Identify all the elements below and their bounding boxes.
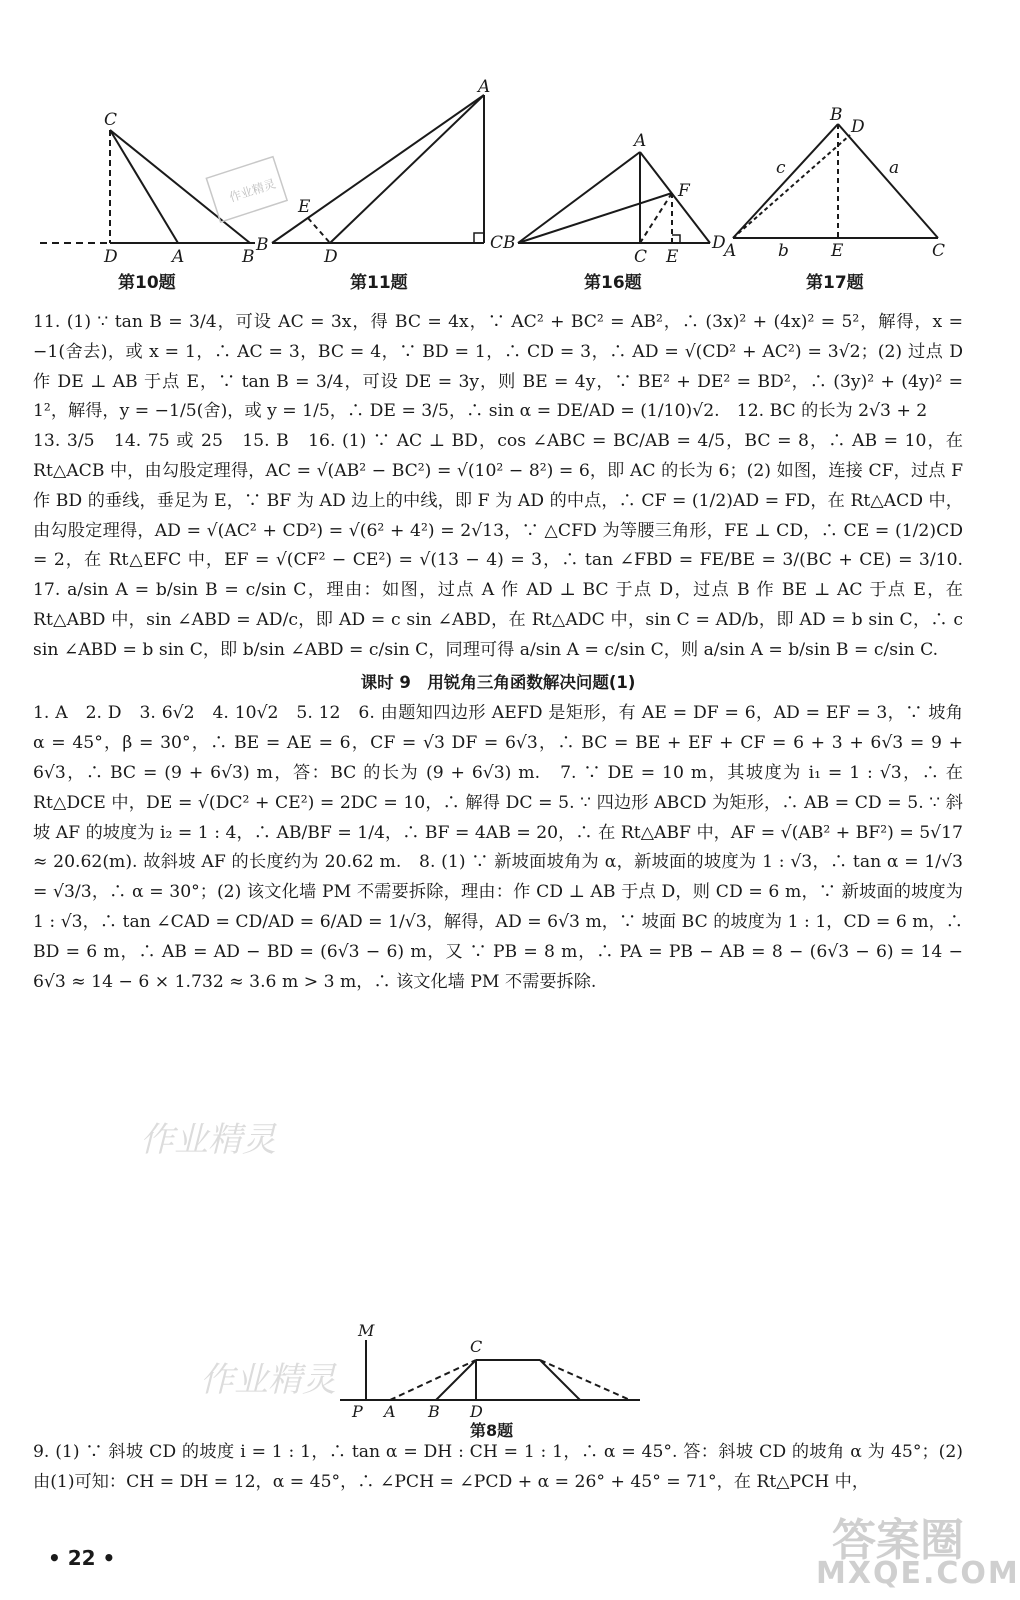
fig10-point-a: A xyxy=(172,247,185,267)
fig11-ad xyxy=(330,95,484,243)
fig16-point-f: F xyxy=(678,181,690,201)
fig8-point-a: A xyxy=(384,1402,396,1421)
fig17-point-d: D xyxy=(851,117,865,137)
fig16-bf xyxy=(518,193,672,243)
fig11-ab xyxy=(272,95,484,243)
fig11-de-dashed xyxy=(308,218,330,243)
fig16-ad xyxy=(640,152,710,243)
answer-paragraph-9: 9. (1) ∵ 斜坡 CD 的坡度 i = 1 : 1，∴ tan α = DH : CH = 1 : 1，∴ α = 45°. 答：斜坡 CD 的坡角 α 为 45°；(2) 由(1)可知：CH = DH = 12，α = 45°，∴ ∠PCH = ∠PCD + α = 26° + 45° = 71°，在 Rt△PCH 中， xyxy=(33,1442,963,1492)
fig8-bc xyxy=(436,1360,476,1400)
fig8-point-p: P xyxy=(352,1402,363,1421)
answer-text xyxy=(33,308,981,997)
fig17-point-a: A xyxy=(724,241,737,261)
fig8-point-d: D xyxy=(470,1402,483,1421)
fig17-ab xyxy=(733,124,838,238)
fig16-label: 第16题 xyxy=(584,273,642,293)
fig16-cf-dashed xyxy=(640,193,672,243)
fig16-point-a: A xyxy=(634,131,647,151)
fig17-side-a: a xyxy=(889,158,900,178)
fig16-point-c: C xyxy=(634,247,648,267)
fig17-point-e: E xyxy=(831,241,844,261)
top-figures xyxy=(0,0,996,300)
stamp-svg xyxy=(208,160,288,220)
answer-paragraph-11-12: 11. (1) ∵ tan B = 3/4，可设 AC = 3x，得 BC = 4x，∵ AC² + BC² = AB²，∴ (3x)² + (4x)² = 5²，解得，x = −1(舍去)，或 x = 1，∴ AC = 3，BC = 4，∵ BD = 1，∴ CD = 3，∴ AD = √(CD² + AC²) = 3√2；(2) 过点 D 作 DE ⊥ AB 于点 E，∵ tan B = 3/4，可设 DE = 3y，则 BE = 4y，∵ BE² + DE² = BD²，∴ (3y)² + (4y)² = 1²，解得，y = −1/5(舍)，或 y = 1/5，∴ DE = 3/5，∴ sin α = DE/AD = (1/10)√2. 12. BC 的长为 2√3 + 2 xyxy=(33,312,963,422)
stamp-text: 作业精灵 xyxy=(227,176,278,205)
corner-logo-bottom: MXQE.COM xyxy=(816,1556,1020,1591)
fig8-watermark: 作业精灵 xyxy=(200,1360,336,1400)
fig16-point-b: B xyxy=(503,233,516,253)
fig17-point-b: B xyxy=(830,105,843,125)
page-number: • 22 • xyxy=(48,1546,116,1570)
fig17-ad-dashed xyxy=(733,135,850,238)
answer-text-continued xyxy=(33,1438,963,1498)
fig10-point-d: D xyxy=(104,247,118,267)
fig11-right-angle xyxy=(474,233,484,243)
fig8-point-c: C xyxy=(470,1337,483,1356)
fig16-point-e: E xyxy=(666,247,679,267)
fig8-label: 第8题 xyxy=(470,1421,514,1440)
corner-logo-top: 答案圈 xyxy=(832,1515,964,1566)
fig16-point-d: D xyxy=(712,233,726,253)
fig8 xyxy=(330,1318,650,1421)
fig11-point-a: A xyxy=(478,77,491,97)
fig17-label: 第17题 xyxy=(806,273,864,293)
fig10-ca xyxy=(110,130,178,243)
fig11-point-c: C xyxy=(490,233,504,253)
fig8-point-b: B xyxy=(428,1402,440,1421)
fig8-right-slope xyxy=(540,1360,580,1400)
fig8-point-m: M xyxy=(358,1321,375,1340)
fig11-point-d: D xyxy=(324,247,338,267)
fig10-point-b: B xyxy=(242,247,255,267)
fig8-right-dashed xyxy=(540,1360,630,1400)
lesson-title: 课时 9 用锐角三角函数解决问题(1) xyxy=(360,672,636,692)
fig11-point-e: E xyxy=(298,197,311,217)
answer-paragraph-lesson9: 1. A 2. D 3. 6√2 4. 10√2 5. 12 6. 由题知四边形 AEFD 是矩形，有 AE = DF = 6，AD = EF = 3，∵ 坡角 α = 45°，β = 30°，∴ BE = AE = 6，CF = √3 DF = 6√3，∴ BC = BE + EF + CF = 6 + 3 + 6√3 = 9 + 6√3，∴ BC = (9 + 6√3) m，答：BC 的长为 (9 + 6√3) m. 7. ∵ DE = 10 m，其坡度为 i₁ = 1 : √3，∴ 在 Rt△DCE 中，DE = √(DC² + CE²) = 2DC = 10，∴ 解得 DC = 5. ∵ 四边形 ABCD 为矩形，∴ AB = CD = 5. ∵ 斜坡 AF 的坡度为 i₂ = 1 : 4，∴ AB/BF = 1/4，∴ BF = 4AB = 20，∴ 在 Rt△ABF 中，AF = √(AB² + BF²) = 5√17 ≈ 20.62(m). 故斜坡 AF 的长度约为 20.62 m. 8. (1) ∵ 新坡面坡角为 α，新坡面的坡度为 1 : √3，∴ tan α = 1/√3 = √3/3，∴ α = 30°；(2) 该文化墙 PM 不需要拆除，理由：作 CD ⊥ AB 于点 D，则 CD = 6 m，∵ 新坡面的坡度为 1 : √3，∴ tan ∠CAD = CD/AD = 6/AD = 1/√3，解得，AD = 6√3 m，∵ 坡面 BC 的坡度为 1 : 1，CD = 6 m，∴ BD = 6 m，∴ AB = AD − BD = (6√3 − 6) m，又 ∵ PB = 8 m，∴ PA = PB − AB = 8 − (6√3 − 6) = 14 − 6√3 ≈ 14 − 6 × 1.732 ≈ 3.6 m > 3 m，∴ 该文化墙 PM 不需要拆除. xyxy=(33,703,963,992)
fig11-label: 第11题 xyxy=(350,273,408,293)
stamp-watermark xyxy=(208,160,288,220)
fig10-label: 第10题 xyxy=(118,273,176,293)
answer-paragraph-13-17: 13. 3/5 14. 75 或 25 15. B 16. (1) ∵ AC ⊥ BD，cos ∠ABC = BC/AB = 4/5，BC = 8，∴ AB = 10，在 Rt△ACB 中，由勾股定理得，AC = √(AB² − BC²) = √(10² − 8²) = 6，即 AC 的长为 6；(2) 如图，连接 CF，过点 F 作 BD 的垂线，垂足为 E，∵ BF 为 AD 边上的中线，即 F 为 AD 的中点，∴ CF = (1/2)AD = FD，在 Rt△ACD 中，由勾股定理得，AD = √(AC² + CD²) = √(6² + 4²) = 2√13，∵ △CFD 为等腰三角形，FE ⊥ CD，∴ CE = (1/2)CD = 2，在 Rt△EFC 中，EF = √(CF² − CE²) = √(13 − 4) = 3，∴ tan ∠FBD = FE/BE = 3/(BC + CE) = 3/10. 17. a/sin A = b/sin B = c/sin C，理由：如图，过点 A 作 AD ⊥ BC 于点 D，过点 B 作 BE ⊥ AC 于点 E，在 Rt△ABD 中，sin ∠ABD = AD/c，即 AD = c sin ∠ABD，在 Rt△ADC 中，sin C = AD/b，即 AD = b sin C，∴ c sin ∠ABD = b sin C，即 b/sin ∠ABD = c/sin C，同理可得 a/sin A = c/sin C，则 a/sin A = b/sin B = c/sin C. xyxy=(33,431,981,660)
fig10-point-c: C xyxy=(104,110,118,130)
fig11-point-b: B xyxy=(256,235,269,255)
fig16-ba xyxy=(518,152,640,243)
fig16-right-angle xyxy=(672,235,680,243)
mid-watermark: 作业精灵 xyxy=(140,1120,276,1160)
fig8-svg xyxy=(330,1318,650,1421)
corner-logo xyxy=(812,1500,1020,1596)
fig17-side-c: c xyxy=(776,158,786,178)
fig8-ac-dashed xyxy=(390,1360,476,1400)
fig17-point-c: C xyxy=(932,241,946,261)
fig17-side-b: b xyxy=(778,241,789,261)
fig17-bc xyxy=(838,124,938,238)
figures-svg xyxy=(0,0,996,300)
